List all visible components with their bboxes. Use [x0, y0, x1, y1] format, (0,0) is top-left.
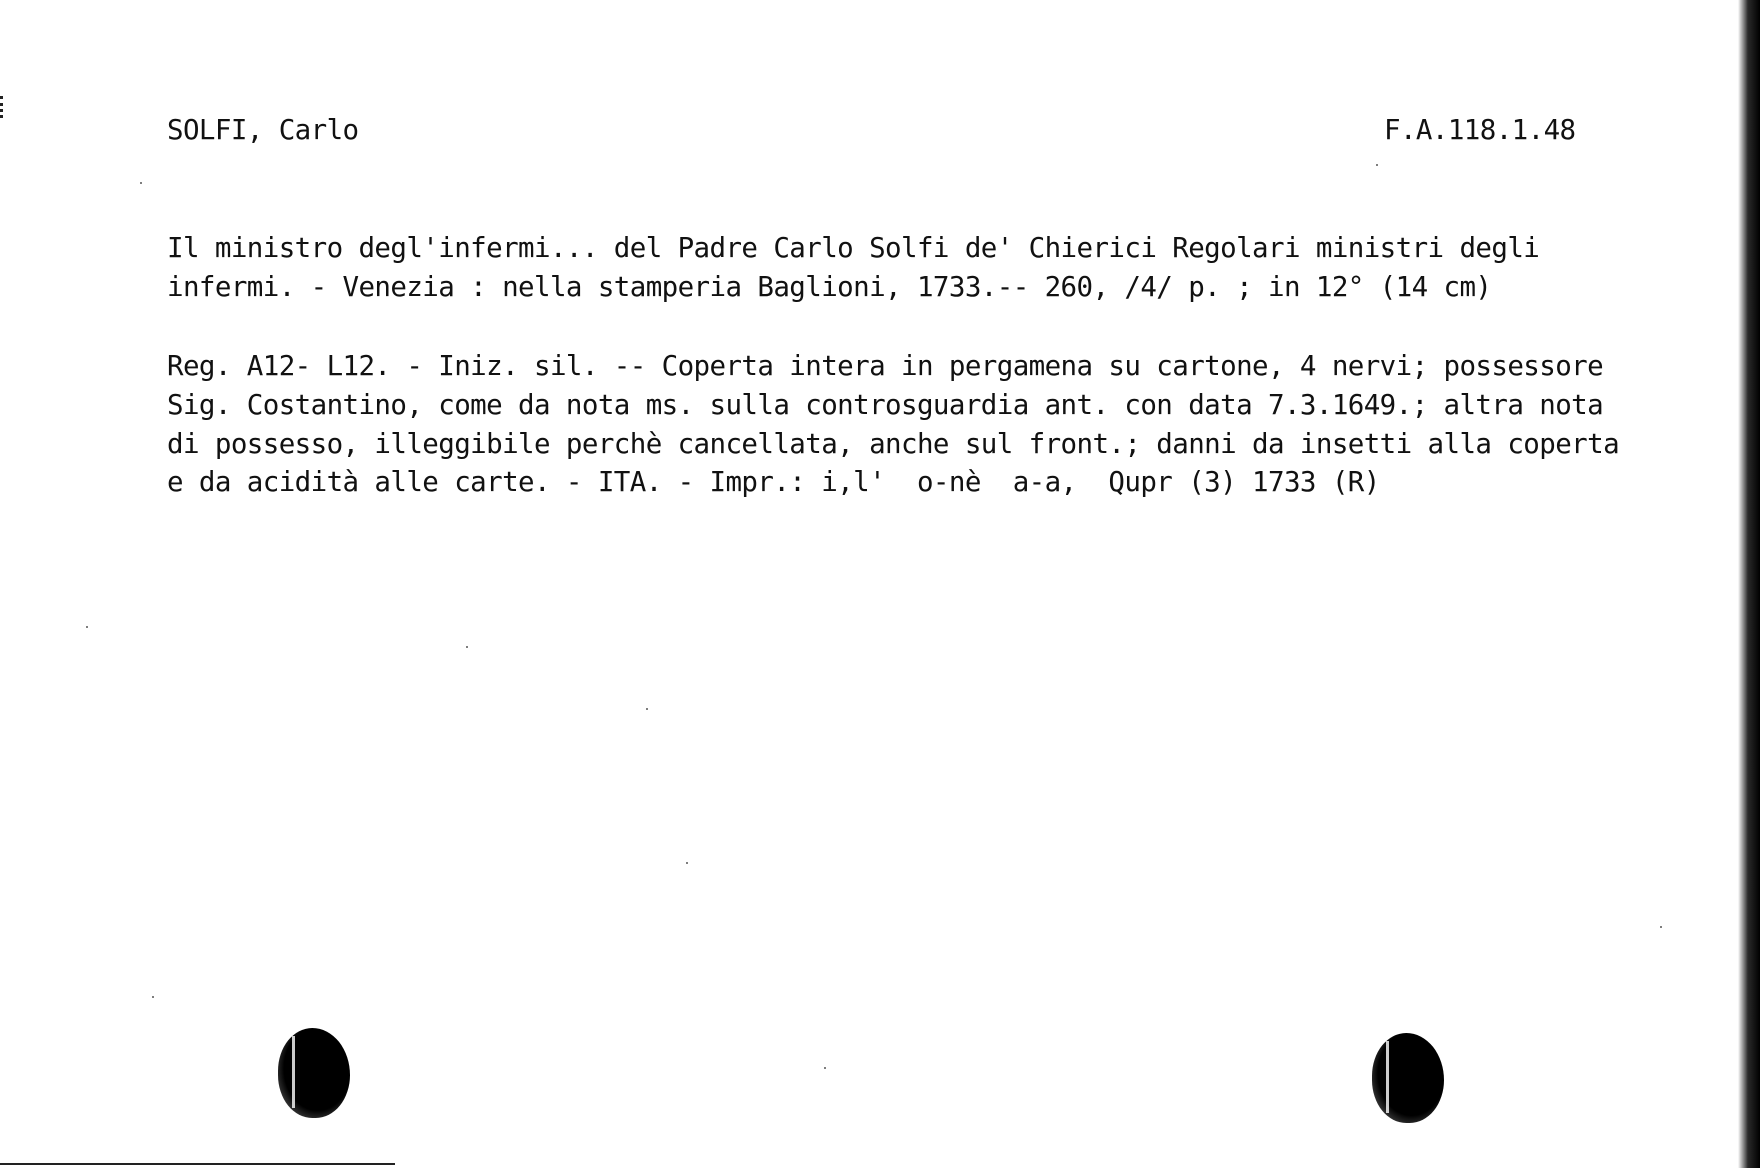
punch-hole	[1372, 1033, 1444, 1123]
title-line: Il ministro degl'infermi... del Padre Carlo Solfi de' Chierici Regolari ministri degli	[167, 232, 1540, 264]
notes-line: di possesso, illeggibile perchè cancellata, anche sul front.; danni da insetti alla coperta	[167, 428, 1620, 460]
paper-speck	[686, 862, 688, 864]
shelfmark: F.A.118.1.48	[1384, 114, 1576, 146]
title-line: infermi. - Venezia : nella stamperia Baglioni, 1733.-- 260, /4/ p. ; in 12° (14 cm)	[167, 271, 1492, 303]
edge-mark	[0, 96, 6, 118]
notes-line: Sig. Costantino, come da nota ms. sulla controsguardia ant. con data 7.3.1649.; altra nota	[167, 389, 1604, 421]
paper-speck	[824, 1067, 826, 1069]
paper-speck	[152, 996, 154, 998]
paper-speck	[1376, 164, 1378, 166]
author-heading: SOLFI, Carlo	[167, 114, 359, 146]
card-edge-shadow	[1738, 0, 1760, 1168]
paper-speck	[140, 182, 142, 184]
paper-speck	[466, 646, 468, 648]
notes-line: Reg. A12- L12. - Iniz. sil. -- Coperta intera in pergamena su cartone, 4 nervi; possessore	[167, 350, 1604, 382]
paper-speck	[646, 708, 648, 710]
paper-speck	[1660, 926, 1662, 928]
paper-speck	[86, 626, 88, 628]
notes-line: e da acidità alle carte. - ITA. - Impr.: i,l' o-nè a-a, Qupr (3) 1733 (R)	[167, 466, 1380, 498]
punch-hole	[278, 1028, 350, 1118]
bottom-edge-line	[0, 1163, 395, 1165]
